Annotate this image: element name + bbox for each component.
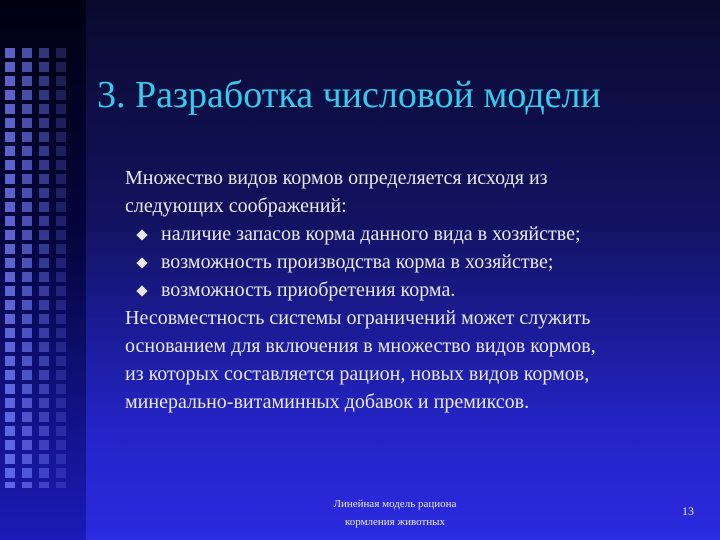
page-number: 13 <box>682 504 694 518</box>
paragraph-line: основанием для включения в множество видов кормов, <box>125 335 596 357</box>
slide-title: 3. Разработка числовой модели <box>97 74 601 116</box>
paragraph-line: Несовместность системы ограничений может служить <box>125 307 591 329</box>
conclusion-text <box>125 304 705 416</box>
intro-line: Множество видов кормов определяется исходя из <box>125 167 548 189</box>
square-pattern-icon <box>39 48 53 488</box>
list-item <box>125 248 705 276</box>
diamond-bullet-icon <box>136 257 147 268</box>
paragraph-line: из которых составляется рацион, новых видов кормов, <box>125 363 590 385</box>
list-item <box>125 220 705 248</box>
intro-text <box>125 164 705 220</box>
intro-line: следующих соображений: <box>125 195 347 217</box>
decorative-sidebar <box>0 0 86 540</box>
square-pattern-icon <box>22 48 36 488</box>
slide-footer <box>300 495 490 531</box>
bullet-text: возможность производства корма в хозяйстве; <box>161 251 554 273</box>
bullet-text: наличие запасов корма данного вида в хозяйстве; <box>161 223 581 245</box>
square-pattern-icon <box>5 48 19 488</box>
list-item <box>125 276 705 304</box>
paragraph-line: минерально-витаминных добавок и премиксов. <box>125 391 530 413</box>
slide-body <box>125 164 705 416</box>
bullet-text: возможность приобретения корма. <box>161 279 456 301</box>
diamond-bullet-icon <box>136 229 147 240</box>
footer-line: кормления животных <box>344 516 446 528</box>
footer-line: Линейная модель рациона <box>333 498 457 510</box>
diamond-bullet-icon <box>136 285 147 296</box>
bullet-list <box>125 220 705 304</box>
square-pattern-icon <box>56 48 70 488</box>
